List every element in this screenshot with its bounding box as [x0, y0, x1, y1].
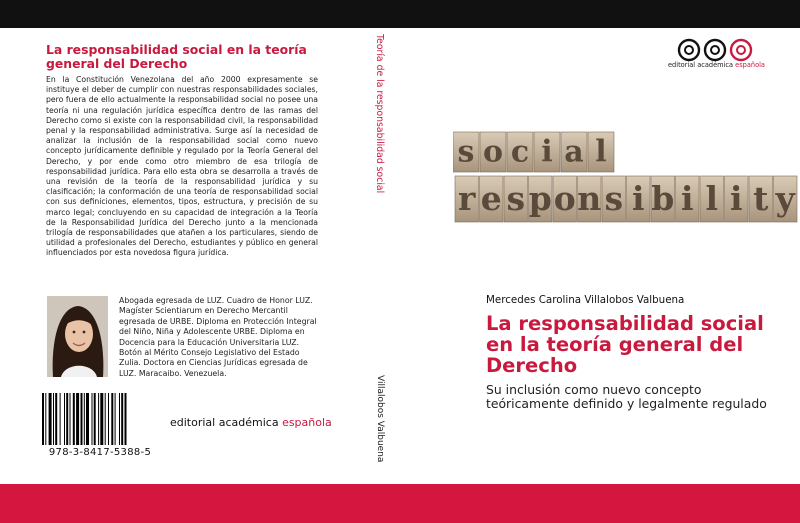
barcode-bar	[115, 393, 116, 445]
spine-title: Teoría de la responsabilidad social	[374, 34, 385, 194]
barcode-bar	[100, 393, 103, 445]
barcode-bar	[60, 393, 61, 445]
barcode-bar	[49, 393, 52, 445]
bottom-band	[0, 484, 800, 523]
type-block-letter: p	[528, 179, 552, 219]
type-block-letter: i	[680, 179, 694, 219]
cover-image-type-blocks	[453, 124, 800, 234]
logo-caption-accent: española	[735, 61, 765, 69]
author-bio: Abogada egresada de LUZ. Cuadro de Honor LUZ. Magíster Scientiarum en Derecho Mercantil egresada de URBE. Diploma en Protección Integral del Niño, Niña y Adolescente URBE. Diploma en Docencia para la Educación Universitaria LUZ. Botón al Mérito Consejo Legislativo del Estado Zulia. Doctora en Ciencias Jurídicas egresada de LUZ. Maracaibo. Venezuela.	[119, 296, 317, 378]
front-subtitle: Su inclusión como nuevo concepto teóricamente definido y legalmente regulado	[486, 382, 767, 411]
barcode-bar	[84, 393, 85, 445]
barcode-bar	[53, 393, 54, 445]
barcode-bar	[125, 393, 127, 445]
barcode-bar	[108, 393, 109, 445]
top-band	[0, 0, 800, 28]
barcode-bar	[64, 393, 65, 445]
type-block-letter: i	[631, 179, 645, 219]
front-author: Mercedes Carolina Villalobos Valbuena	[486, 294, 685, 306]
barcode-bar	[81, 393, 83, 445]
barcode-bar	[55, 393, 57, 445]
barcode-bar	[45, 393, 46, 445]
type-block-letter: r	[458, 179, 476, 219]
type-block-letter: b	[651, 179, 675, 219]
type-block-letter: s	[506, 179, 526, 219]
type-block-letter: s	[457, 134, 475, 170]
type-block-letter: l	[595, 134, 607, 170]
back-cover-blurb: En la Constitución Venezolana del año 2000 expresamente se instituye el deber de cumplir con nuestras responsabilidades sociales, pero fuera de ello actualmente la responsabilidad social no posee una teoría ni una regulación jurídica específica dentro de las ramas del Derecho como si existe con la responsabilidad civil, la responsabilidad penal y la responsabilidad administrativa. Surge así la necesidad de analizar la inclusión de la responsabilidad social como nuevo concepto jurídicamente definible y regulado por la Teoría General del Derecho, y por ende como otro miembro de esa trilogía de responsabilidad jurídica. Para ello esta obra se desarrolla a través de una revisión de la teoría de la responsabilidad jurídica y su clasificación; la conformación de una teoría de responsabilidad social con sus definiciones, elementos, tipos, estructura, y precisión de su marco legal; concluyendo en su capacidad de integración a la Teoría de la Responsabilidad Jurídica del Derecho junto a la mencionada trilogía de responsabilidades que atañen a los particulares, siendo de utilidad a profesionales del Derecho, estudiantes y público en general influenciados por esta novedosa figura jurídica.	[46, 75, 318, 258]
barcode-bar	[76, 393, 79, 445]
barcode-bar	[98, 393, 99, 445]
barcode-bars	[40, 393, 160, 445]
type-block-letter: c	[510, 134, 530, 170]
type-block-letter: t	[753, 179, 769, 219]
barcode	[40, 393, 160, 465]
author-photo	[47, 296, 108, 377]
spine-author: Villalobos Valbuena	[375, 375, 385, 463]
barcode-bar	[119, 393, 120, 445]
type-block-letter: y	[775, 179, 795, 219]
logo-caption	[668, 61, 765, 69]
isbn-number: 978-3-8417-5388-5	[48, 447, 152, 458]
back-publisher-main: editorial académica	[170, 416, 283, 429]
barcode-bar	[92, 393, 93, 445]
barcode-bar	[111, 393, 113, 445]
barcode-bar	[42, 393, 44, 445]
type-block-letter: e	[480, 179, 502, 219]
logo-caption-main: editorial académica	[668, 61, 736, 69]
type-block-letter: o	[553, 179, 576, 219]
type-block-letter: i	[729, 179, 743, 219]
type-block-letter: i	[541, 134, 553, 170]
barcode-bar	[66, 393, 68, 445]
type-block-letter: n	[577, 179, 602, 219]
barcode-bar	[121, 393, 123, 445]
barcode-bar	[105, 393, 106, 445]
type-block-letter: l	[705, 179, 719, 219]
type-block-letter: a	[564, 134, 584, 170]
back-publisher-name	[170, 416, 332, 429]
back-publisher-accent: española	[282, 416, 332, 429]
barcode-bar	[94, 393, 96, 445]
barcode-bar	[73, 393, 75, 445]
type-block-letter: o	[482, 134, 504, 170]
barcode-bar	[70, 393, 71, 445]
front-title: La responsabilidad social en la teoría general del Derecho	[486, 312, 764, 377]
barcode-bar	[86, 393, 89, 445]
back-cover-title: La responsabilidad social en la teoría general del Derecho	[46, 42, 307, 71]
type-block-letter: s	[604, 179, 624, 219]
